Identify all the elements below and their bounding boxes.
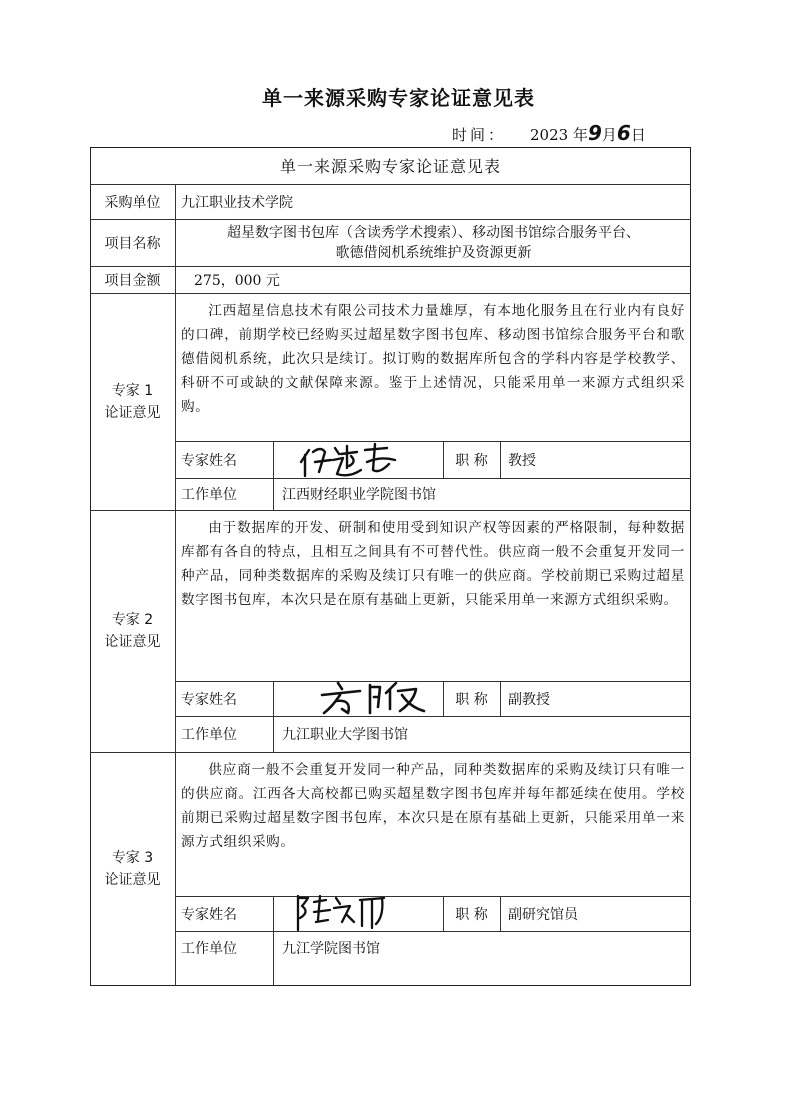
expert-2-workplace-value: 九江职业大学图书馆 <box>282 727 408 743</box>
column-divider <box>500 896 501 931</box>
column-divider <box>500 441 501 478</box>
project-value <box>176 219 691 266</box>
column-divider <box>273 896 274 986</box>
expert-1-workplace-value: 江西财经职业学院图书馆 <box>282 487 436 503</box>
purchaser-label: 采购单位 <box>104 194 161 211</box>
column-divider <box>273 681 274 752</box>
row-divider <box>90 752 691 753</box>
expert-1-title-value: 教授 <box>508 452 536 469</box>
expert-3-opinion: 供应商一般不会重复开发同一种产品，同种类数据库的采购及续订只有唯一的供应商。江西各大高校都已购买超星数字图书包库并每年都延续在使用。学校前期已采购过超星数字图书包库，本次只是在原有基础上更新，只能采用单一来源方式组织采购。 <box>181 762 685 850</box>
date-day-unit: 日 <box>630 126 646 144</box>
column-divider <box>500 681 501 716</box>
date-label: 时间： <box>452 126 507 144</box>
expert-1-name-label: 专家姓名 <box>181 452 237 469</box>
row-divider <box>90 510 691 511</box>
project-line-2: 歌德借阅机系统维护及资源更新 <box>335 244 532 261</box>
date-day: 6 <box>616 121 631 145</box>
expert-2-label-line1: 专家 2 <box>111 612 154 628</box>
expert-1-label-line1: 专家 1 <box>111 382 154 399</box>
expert-2-label-line2: 论证意见 <box>104 634 161 650</box>
project-label: 项目名称 <box>104 235 161 252</box>
expert-2-opinion: 由于数据库的开发、研制和使用受到知识产权等因素的严格限制，每种数据库都有各自的特点，且相互之间具有不可替代性。供应商一般不会重复开发同一种产品，同种类数据库的采购及续订只有唯一的供应商。学校前期已采购过超星数字图书包库，本次只是在原有基础上更新，只能采用单一来源方式组织采购。 <box>181 520 685 608</box>
expert-2-name-label: 专家姓名 <box>181 691 237 708</box>
date-line <box>452 121 646 145</box>
amount-value: 275，000 元 <box>194 272 280 289</box>
expert-3-label-line2: 论证意见 <box>104 872 161 888</box>
expert-1-label-line2: 论证意见 <box>104 404 161 421</box>
project-line-1: 超星数字图书包库（含读秀学术搜索）、移动图书馆综合服务平台、 <box>227 224 640 241</box>
expert-3-title-value: 副研究馆员 <box>508 906 578 923</box>
column-divider <box>175 184 176 986</box>
expert-2-workplace-label: 工作单位 <box>181 727 237 743</box>
row-divider <box>90 293 691 294</box>
expert-2-signature <box>318 679 428 717</box>
date-month-unit: 月 <box>601 126 617 144</box>
date-month: 9 <box>587 121 602 145</box>
document-title: 单一来源采购专家论证意见表 <box>262 86 535 110</box>
purchaser-value: 九江职业技术学院 <box>181 194 293 211</box>
expert-1-workplace-label: 工作单位 <box>181 487 237 503</box>
column-divider <box>273 441 274 510</box>
table-heading: 单一来源采购专家论证意见表 <box>279 157 501 176</box>
expert-3-name-label: 专家姓名 <box>181 906 237 923</box>
amount-label: 项目金额 <box>104 272 161 289</box>
expert-3-section-label <box>90 752 175 986</box>
expert-3-signature <box>292 892 392 932</box>
expert-2-section-label <box>90 510 175 752</box>
expert-3-workplace-label: 工作单位 <box>181 940 237 957</box>
expert-3-label-line1: 专家 3 <box>111 850 154 866</box>
expert-1-signature <box>295 440 405 480</box>
expert-3-workplace-value: 九江学院图书馆 <box>282 940 380 957</box>
expert-2-title-label: 职 称 <box>455 691 488 708</box>
date-year: 2023 年 <box>530 126 588 144</box>
expert-2-title-value: 副教授 <box>508 691 550 708</box>
expert-1-section-label <box>90 293 175 510</box>
expert-1-title-label: 职 称 <box>455 452 488 469</box>
expert-3-title-label: 职 称 <box>455 906 488 923</box>
expert-1-opinion: 江西超星信息技术有限公司技术力量雄厚，有本地化服务且在行业内有良好的口碑，前期学校已经购买过超星数字图书包库、移动图书馆综合服务平台和歌德借阅机系统，此次只是续订。拟订购的数据库所包含的学科内容是学校教学、科研不可或缺的文献保障来源。鉴于上述情况，只能采用单一来源方式组织采购。 <box>181 303 685 415</box>
